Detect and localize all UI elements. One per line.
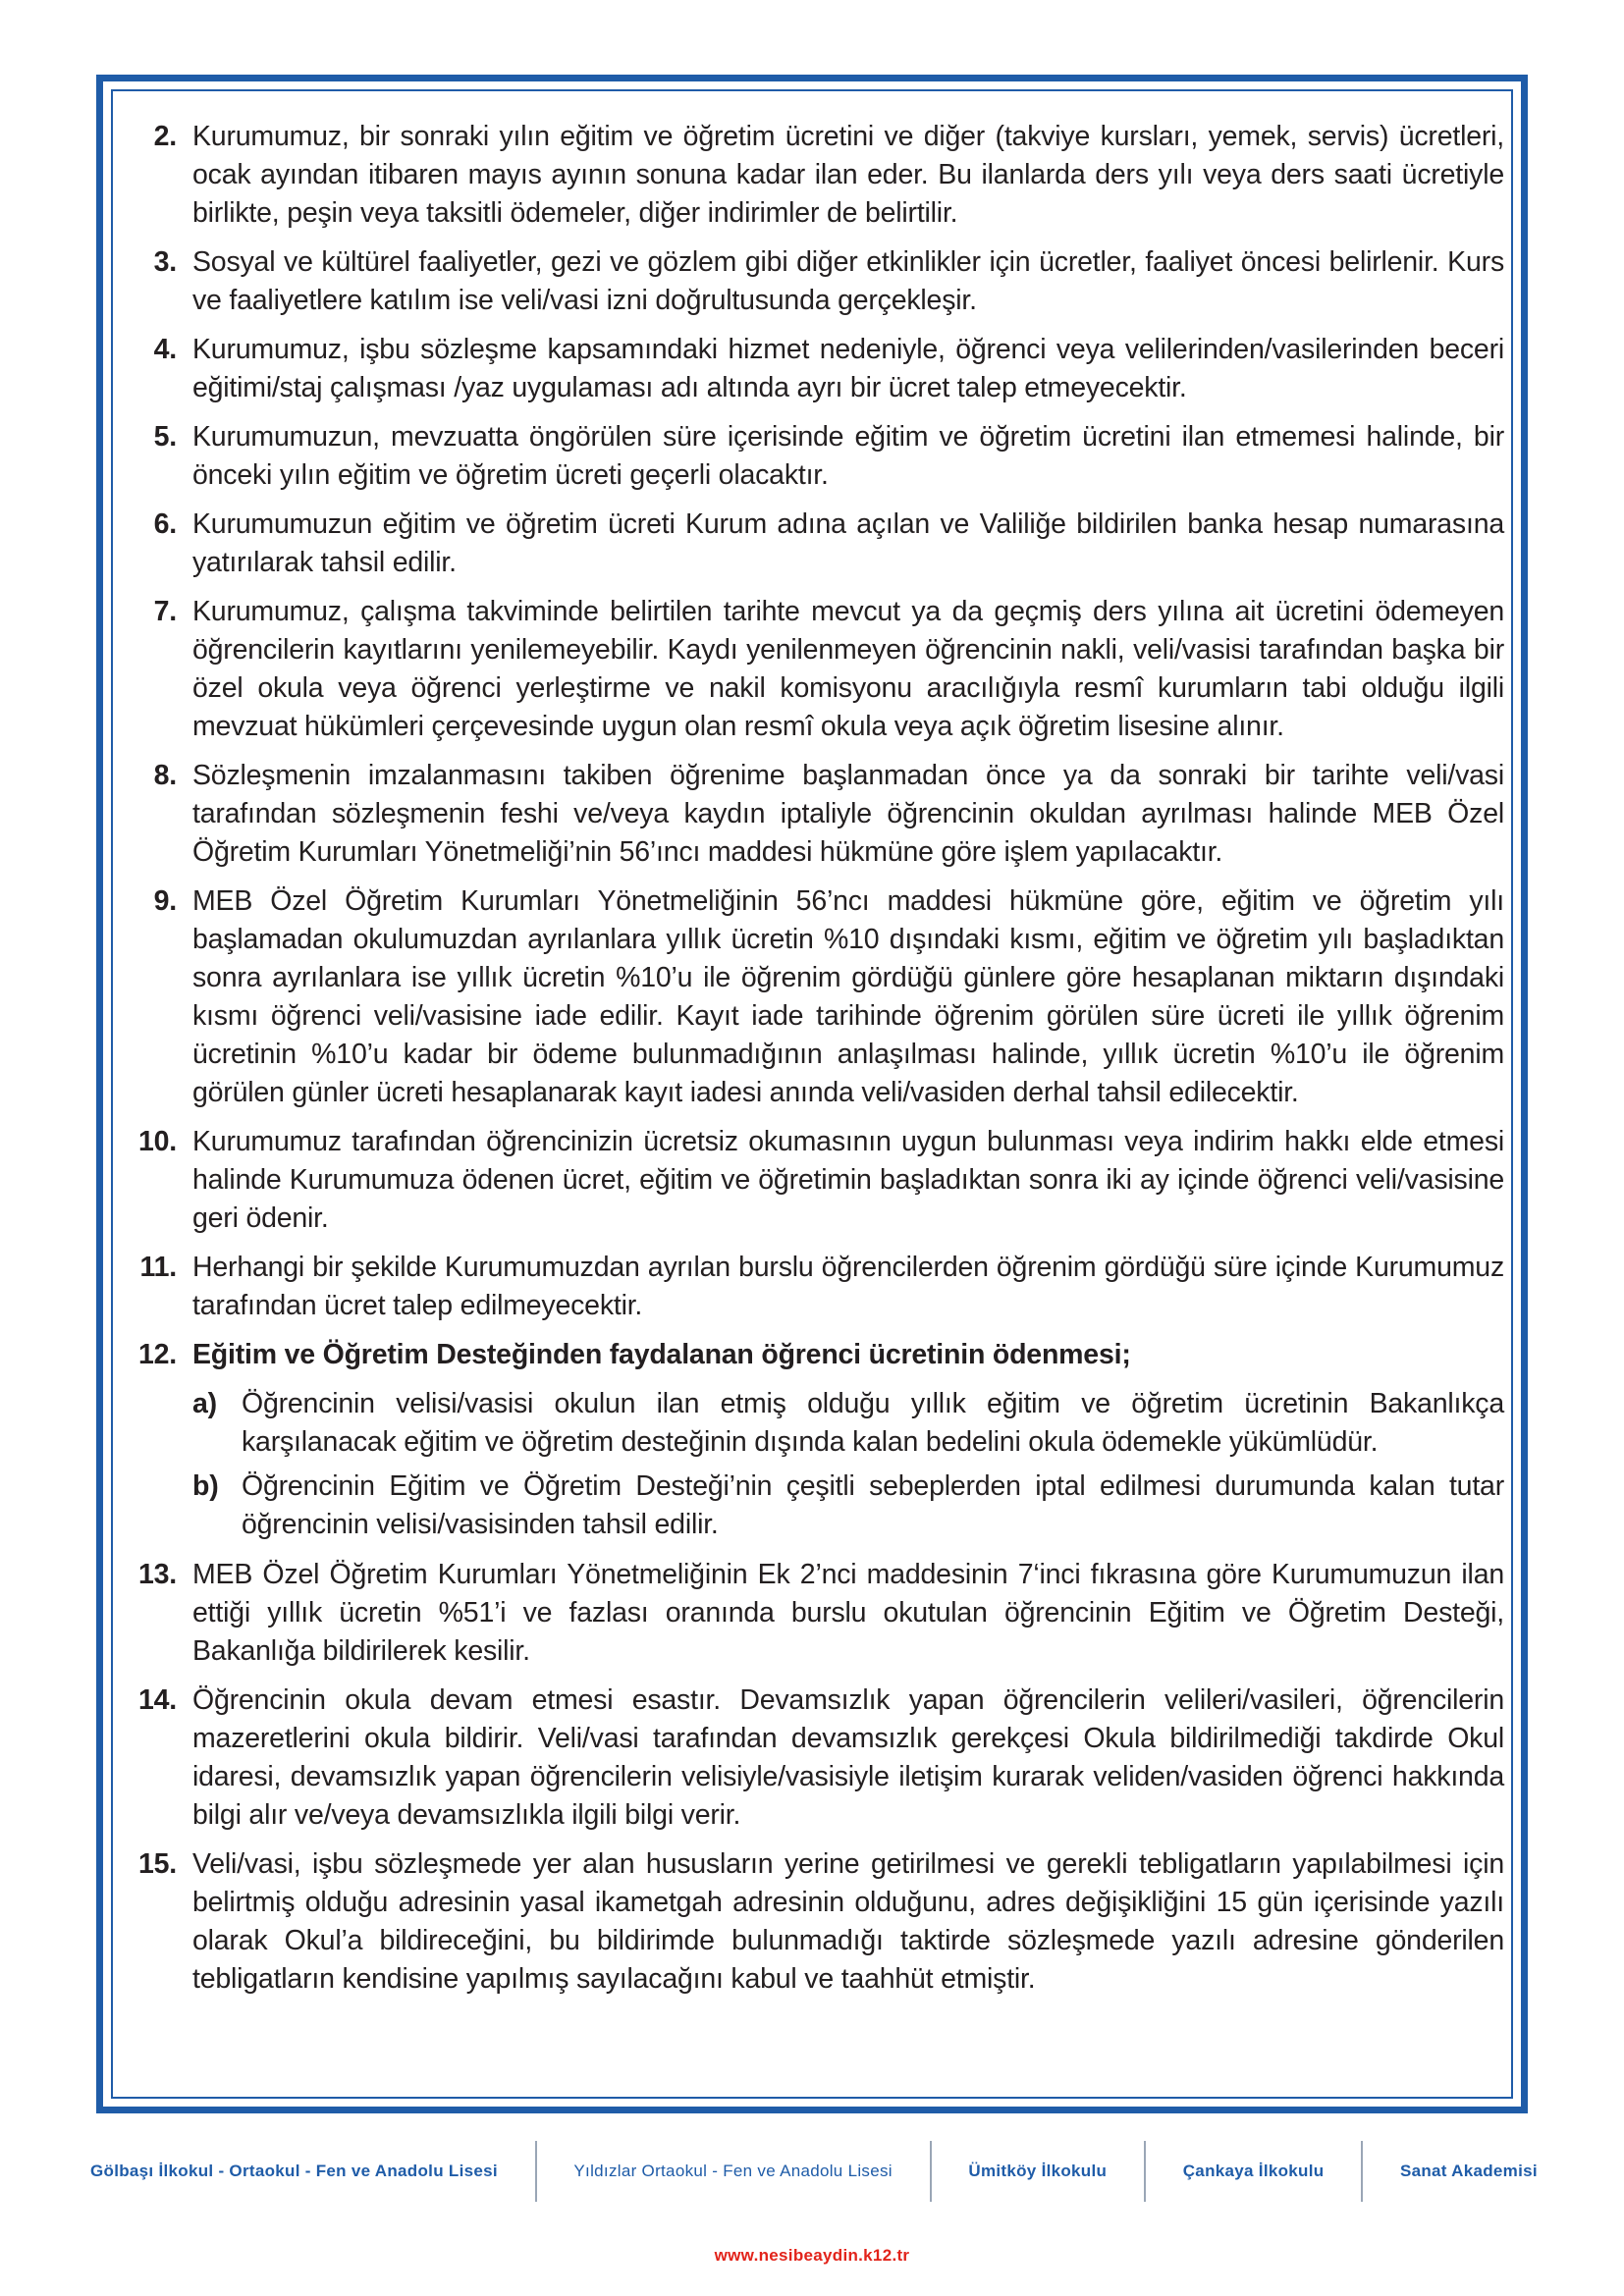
footer-divider	[535, 2141, 537, 2202]
clause-4	[118, 331, 1504, 407]
footer-school-cankaya: Çankaya İlkokulu	[1182, 2162, 1325, 2180]
contract-clauses	[118, 118, 1504, 2009]
footer-school-sanat: Sanat Akademisi	[1399, 2162, 1538, 2180]
clause-13	[118, 1556, 1504, 1671]
clause-text: Kurumumuzun eğitim ve öğretim ücreti Kurum adına açılan ve Valiliğe bildirilen banka hesap numarasına yatırılarak tahsil edilir.	[192, 508, 1504, 578]
sub-item-letter: b)	[192, 1470, 219, 1502]
clause-text: Kurumumuz, bir sonraki yılın eğitim ve öğretim ücretini ve diğer (takviye kursları, yemek, servis) ücretleri, ocak ayından itibaren mayıs ayının sonuna kadar ilan eder. Bu ilanlarda ders yılı veya ders saati ücretiyle birlikte, peşin veya taksitli ödemeler, diğer indirimler de belirtilir.	[192, 121, 1504, 229]
clause-number: 10.	[137, 1126, 177, 1157]
clause-number: 3.	[153, 246, 177, 278]
clause-text: Herhangi bir şekilde Kurumumuzdan ayrılan burslu öğrencilerden öğrenim gördüğü süre içinde Kurumumuz tarafından ücret talep edilmeyecektir.	[192, 1252, 1504, 1321]
clause-12	[118, 1336, 1504, 1374]
footer-school-umitkoy: Ümitköy İlkokulu	[968, 2162, 1108, 2180]
footer-schools	[90, 2140, 1538, 2203]
clause-text: Sosyal ve kültürel faaliyetler, gezi ve gözlem gibi diğer etkinlikler için ücretler, faaliyet öncesi belirlenir. Kurs ve faaliyetlere katılım ise veli/vasi izni doğrultusunda gerçekleşir.	[192, 246, 1504, 316]
clause-text: Kurumumuz, işbu sözleşme kapsamındaki hizmet nedeniyle, öğrenci veya velilerinden/vasilerinden beceri eğitimi/staj çalışması /yaz uygulaması adı altında ayrı bir ücret talep etmeyecektir.	[192, 334, 1504, 403]
clause-11	[118, 1249, 1504, 1325]
clause-number: 9.	[153, 885, 177, 917]
clause-number: 6.	[153, 508, 177, 540]
sub-item-letter: a)	[192, 1388, 217, 1419]
clause-number: 5.	[153, 421, 177, 453]
clause-text: Kurumumuz, çalışma takviminde belirtilen tarihte mevcut ya da geçmiş ders yılına ait ücretini ödemeyen öğrencilerin kayıtlarını yenilemeyebilir. Kaydı yenilenmeyen öğrencinin nakli, veli/vasisi tarafından başka bir özel okula veya öğrenci yerleştirme ve nakil komisyonu aracılığıyla resmî kurumların tabi olduğu ilgili mevzuat hükümleri çerçevesinde uygun olan resmî okula veya açık öğretim lisesine alınır.	[192, 596, 1504, 742]
clause-text: Sözleşmenin imzalanmasını takiben öğrenime başlanmadan önce ya da sonraki bir tarihte veli/vasi tarafından sözleşmenin feshi ve/veya kaydın iptaliyle öğrencinin okuldan ayrılması halinde MEB Özel Öğretim Kurumları Yönetmeliği’nin 56’ıncı maddesi hükmüne göre işlem yapılacaktır.	[192, 760, 1504, 868]
clause-8	[118, 757, 1504, 872]
clause-14	[118, 1682, 1504, 1835]
footer-divider	[1144, 2141, 1146, 2202]
clause-7	[118, 593, 1504, 746]
clause-text: Kurumumuzun, mevzuatta öngörülen süre içerisinde eğitim ve öğretim ücretini ilan etmemesi halinde, bir önceki yılın eğitim ve öğretim ücreti geçerli olacaktır.	[192, 421, 1504, 491]
clause-text: Kurumumuz tarafından öğrencinizin ücretsiz okumasının uygun bulunması veya indirim hakkı elde etmesi halinde Kurumumuza ödenen ücret, eğitim ve öğretimin başladıktan sonra iki ay içinde öğrenci veli/vasisine geri ödenir.	[192, 1126, 1504, 1234]
clause-3	[118, 243, 1504, 320]
clause-text: MEB Özel Öğretim Kurumları Yönetmeliğinin 56’ncı maddesi hükmüne göre, eğitim ve öğretim yılı başlamadan okulumuzdan ayrılanlara yıllık ücretin %10 dışındaki kısmı, eğitim ve öğretim yılı başladıktan sonra ayrılanlara ise yıllık ücretin %10’u ile öğrenim gördüğü günlere göre hesaplanan miktarın dışındaki kısmı öğrenci veli/vasisine iade edilir. Kayıt iade tarihinde öğrenim görülen süre ücreti ile yıllık öğrenim ücretinin %10’u kadar bir ödeme bulunmadığının anlaşılması halinde, yıllık ücretin %10’u ile öğrenim görülen günler ücreti hesaplanarak kayıt iadesi anında veli/vasiden derhal tahsil edilecektir.	[192, 885, 1504, 1108]
clause-heading: Eğitim ve Öğretim Desteğinden faydalanan öğrenci ücretinin ödenmesi;	[192, 1339, 1131, 1370]
clause-12-item-b	[192, 1468, 1504, 1544]
sub-item-text: Öğrencinin Eğitim ve Öğretim Desteği’nin çeşitli sebeplerden iptal edilmesi durumunda kalan tutar öğrencinin velisi/vasisinden tahsil edilir.	[242, 1470, 1504, 1540]
clause-number: 4.	[153, 334, 177, 365]
website-link[interactable]: www.nesibeaydin.k12.tr	[714, 2246, 910, 2265]
clause-15	[118, 1845, 1504, 1999]
clause-text: MEB Özel Öğretim Kurumları Yönetmeliğinin Ek 2’nci maddesinin 7‘inci fıkrasına göre Kurumumuzun ilan ettiği yıllık ücretin %51’i ve fazlası oranında burslu okutulan öğrencinin Eğitim ve Öğretim Desteği, Bakanlığa bildirilerek kesilir.	[192, 1559, 1504, 1667]
clause-9	[118, 882, 1504, 1112]
clause-number: 11.	[139, 1252, 177, 1283]
clause-number: 7.	[153, 596, 177, 627]
clause-2	[118, 118, 1504, 233]
clause-number: 13.	[137, 1559, 177, 1590]
clause-12-item-a	[192, 1385, 1504, 1462]
footer-divider	[1361, 2141, 1363, 2202]
clause-text: Veli/vasi, işbu sözleşmede yer alan hususların yerine getirilmesi ve gerekli tebligatların yapılabilmesi için belirtmiş olduğu adresinin yasal ikametgah adresinin olduğunu, adres değişikliğini 15 gün içerisinde yazılı olarak Okul’a bildireceğini, bu bildirimde bulunmadığı taktirde sözleşmede yazılı adresine gönderilen tebligatların kendisine yapılmış sayılacağını kabul ve taahhüt etmiştir.	[192, 1848, 1504, 1995]
clause-10	[118, 1123, 1504, 1238]
footer-school-golbasi: Gölbaşı İlkokul - Ortaokul - Fen ve Anadolu Lisesi	[90, 2162, 498, 2180]
footer-divider	[930, 2141, 932, 2202]
clause-number: 12.	[137, 1339, 177, 1370]
sub-item-text: Öğrencinin velisi/vasisi okulun ilan etmiş olduğu yıllık eğitim ve öğretim ücretinin Bakanlıkça karşılanacak eğitim ve öğretim desteğinin dışında kalan bedelini okula ödemekle yükümlüdür.	[242, 1388, 1504, 1458]
clause-number: 2.	[153, 121, 177, 152]
clause-text: Öğrencinin okula devam etmesi esastır. Devamsızlık yapan öğrencilerin velileri/vasileri, öğrencilerin mazeretlerini okula bildirir. Veli/vasi tarafından devamsızlık gerekçesi Okula bildirilmediği takdirde Okul idaresi, devamsızlık yapan öğrencilerin velisiyle/vasisiyle iletişim kurarak veliden/vasiden öğrenci hakkında bilgi alır ve/veya devamsızlıkla ilgili bilgi verir.	[192, 1684, 1504, 1831]
clause-number: 8.	[153, 760, 177, 791]
clause-5	[118, 418, 1504, 495]
clause-number: 14.	[137, 1684, 177, 1716]
footer-school-yildizlar: Yıldızlar Ortaokul - Fen ve Anadolu Lisesi	[573, 2162, 893, 2180]
clause-6	[118, 506, 1504, 582]
clause-number: 15.	[137, 1848, 177, 1880]
